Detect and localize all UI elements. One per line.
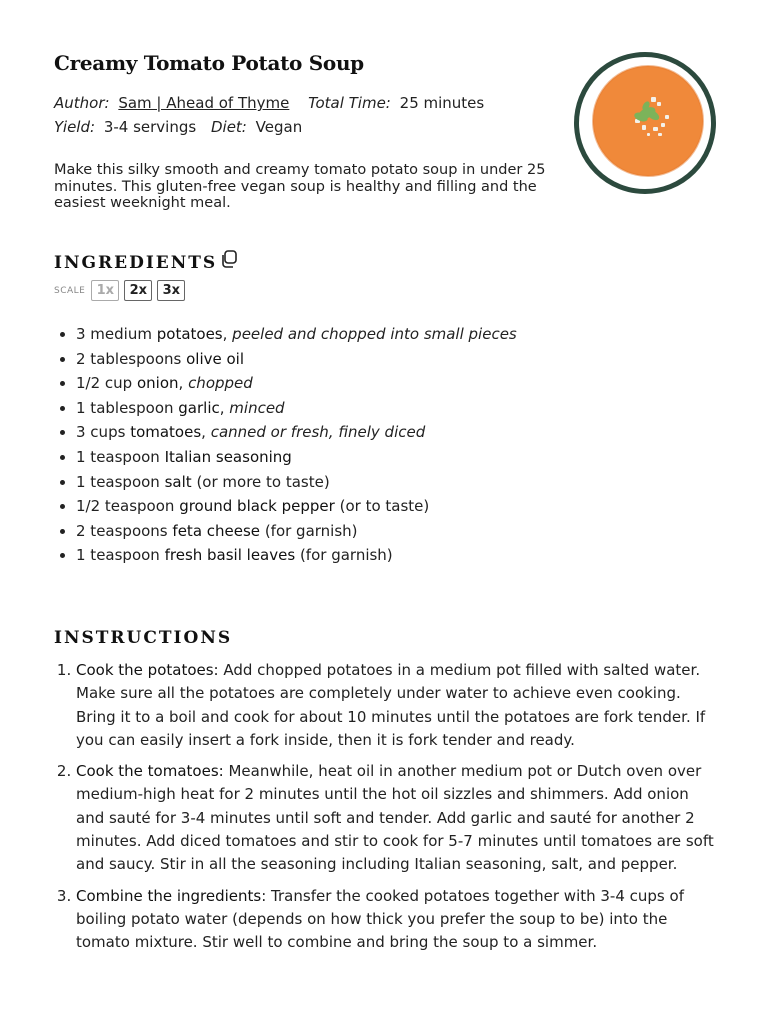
scale-1x-button[interactable]: 1x xyxy=(91,280,119,301)
author-link[interactable]: Sam | Ahead of Thyme xyxy=(118,94,290,112)
ingredient-item xyxy=(76,543,696,568)
ingredients-heading-text: INGREDIENTS xyxy=(54,253,218,273)
ingredient-note: peeled and chopped into small pieces xyxy=(232,325,517,343)
total-time-label: Total Time: xyxy=(308,94,391,112)
step-title: Cook the potatoes: xyxy=(76,661,219,679)
yield-value: 3-4 servings xyxy=(103,118,197,136)
recipe-summary: Make this silky smooth and creamy tomato potato soup in under 25 minutes. This gluten-free vegan soup is healthy and filling and the easiest weeknight meal. xyxy=(54,162,546,211)
ingredient-amount: 1 teaspoon xyxy=(76,447,160,466)
ingredient-item xyxy=(76,420,696,445)
step-title: Combine the ingredients xyxy=(76,886,262,905)
ingredient-name: onion xyxy=(136,374,179,393)
ingredient-note: (or more to taste) xyxy=(196,472,330,491)
ingredient-note: (or to taste) xyxy=(339,497,430,516)
ingredient-note: minced xyxy=(229,398,285,417)
ingredient-name: ground black pepper xyxy=(179,497,335,516)
ingredient-separator: , xyxy=(201,423,211,442)
ingredient-note: canned or fresh, finely diced xyxy=(210,423,426,442)
ingredient-item xyxy=(76,445,696,470)
scale-3x-button[interactable]: 3x xyxy=(157,280,185,301)
ingredient-item xyxy=(76,322,696,347)
ingredient-item xyxy=(76,347,696,372)
ingredient-item xyxy=(76,494,696,519)
instruction-step xyxy=(76,659,716,752)
ingredient-note: (for garnish) xyxy=(264,521,358,540)
ingredient-item xyxy=(76,371,696,396)
ingredient-name: olive oil xyxy=(186,349,245,368)
recipe-meta-line-1 xyxy=(54,94,494,112)
diet-value: Vegan xyxy=(255,118,303,136)
ingredients-heading xyxy=(54,253,239,274)
ingredient-amount: 1/2 teaspoon xyxy=(76,497,175,516)
ingredient-amount: 1/2 cup xyxy=(76,374,133,393)
ingredient-amount: 1 tablespoon xyxy=(76,398,174,417)
ingredient-separator: , xyxy=(222,325,233,343)
ingredient-item xyxy=(76,396,696,421)
step-text: Add chopped potatoes in a medium pot filled with salted water. Make sure all the potatoes are completely under water to achieve even cooking. Bring it to a boil and cook for about 10 minutes until the potatoes are fork tender. If you can easily insert a fork inside, then it is fork tender and ready. xyxy=(76,661,706,749)
instruction-list xyxy=(54,659,716,963)
step-title: Cook the tomatoes: xyxy=(76,762,224,781)
scale-2x-button[interactable]: 2x xyxy=(124,280,152,301)
ingredient-item xyxy=(76,519,696,544)
recipe-title: Creamy Tomato Potato Soup xyxy=(54,51,364,75)
ingredient-separator: , xyxy=(178,374,189,393)
soup-bowl-image xyxy=(579,57,711,189)
total-time-value: 25 minutes xyxy=(399,94,485,112)
ingredient-name: Italian seasoning xyxy=(164,447,292,466)
ingredient-name: tomatoes xyxy=(130,423,202,442)
ingredient-amount: 1 teaspoon xyxy=(76,472,160,491)
scale-selector xyxy=(54,280,190,301)
ingredient-separator: , xyxy=(219,398,230,417)
step-text: : Transfer the cooked potatoes together with 3-4 cups of boiling potato water (depends on how thick you prefer the soup to be) into the tomato mixture. Stir well to combine and bring the soup to a simmer. xyxy=(76,886,684,952)
ingredient-note: (for garnish) xyxy=(299,546,393,565)
instruction-step xyxy=(76,885,716,955)
yield-label: Yield: xyxy=(54,118,96,136)
ingredient-amount: 3 cups xyxy=(76,423,126,442)
instruction-step xyxy=(76,760,716,876)
ingredient-list xyxy=(54,322,696,568)
author-label: Author: xyxy=(54,94,110,112)
step-text: Meanwhile, heat oil in another medium pot or Dutch oven over medium-high heat for 2 minutes until the hot oil sizzles and shimmers. Add onion and sauté for 3-4 minutes until soft and tender. Add garlic and sauté for another 2 minutes. Add diced tomatoes and stir to cook for 5-7 minutes until tomatoes are soft and saucy. Stir in all the seasoning including Italian seasoning, salt, and pepper. xyxy=(76,762,714,874)
recipe-photo xyxy=(574,52,716,194)
recipe-meta-line-2 xyxy=(54,118,312,136)
ingredient-name: fresh basil leaves xyxy=(164,546,296,565)
ingredient-note: chopped xyxy=(188,374,253,393)
copy-icon[interactable] xyxy=(219,249,239,274)
ingredient-name: garlic xyxy=(178,398,220,417)
diet-label: Diet: xyxy=(210,118,247,136)
ingredient-amount: 2 tablespoons xyxy=(76,349,182,368)
ingredient-name: feta cheese xyxy=(172,521,261,540)
ingredient-amount: 1 teaspoon xyxy=(76,546,160,565)
ingredient-name: salt xyxy=(164,472,192,491)
scale-label: SCALE xyxy=(54,285,86,296)
instructions-heading: INSTRUCTIONS xyxy=(54,628,233,648)
ingredient-amount: 3 medium xyxy=(76,325,152,343)
ingredient-item xyxy=(76,470,696,495)
ingredient-amount: 2 teaspoons xyxy=(76,521,168,540)
ingredient-name: potatoes xyxy=(156,325,223,343)
